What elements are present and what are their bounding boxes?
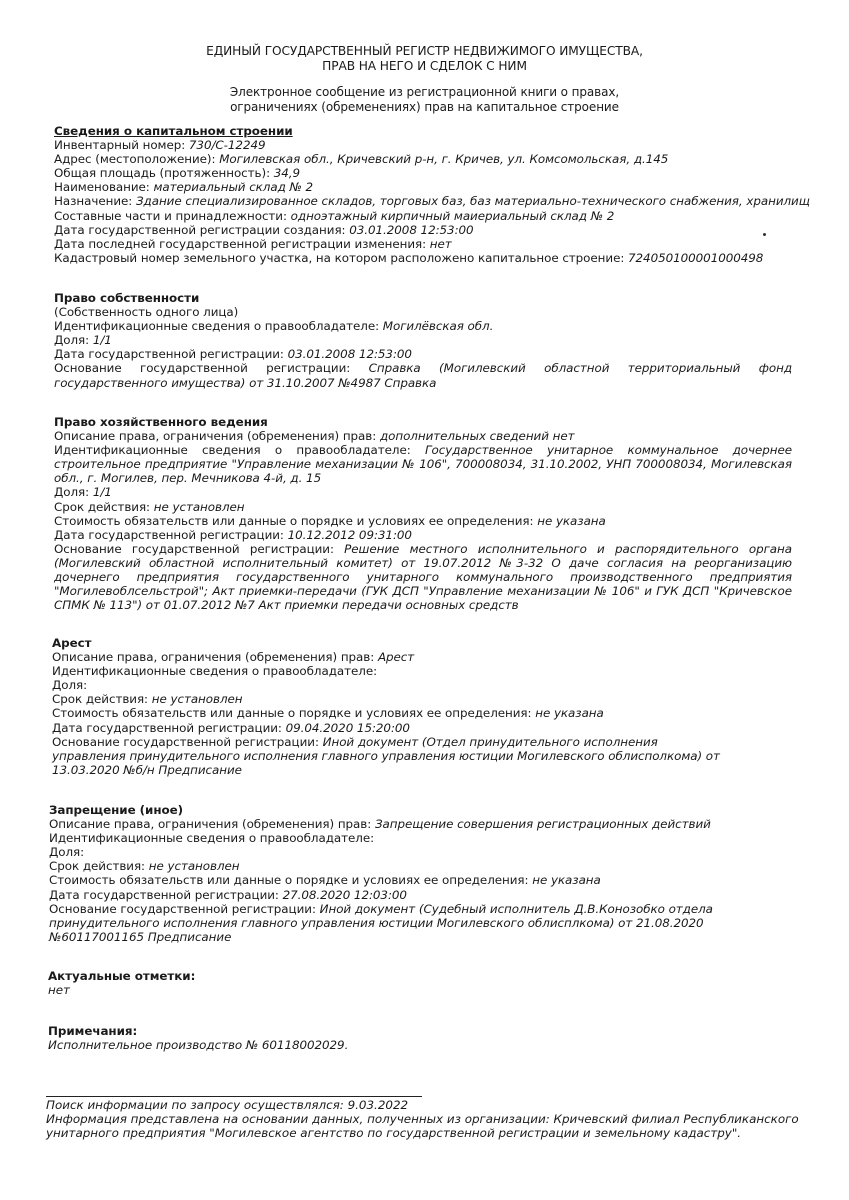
field-label: Дата последней государственной регистрации изменения: [54, 236, 430, 251]
field-label: Общая площадь (протяженность): [54, 166, 274, 181]
building-section [54, 124, 810, 265]
arrest-term [52, 692, 802, 706]
building-field-inventory [54, 138, 804, 152]
notes-value: Исполнительное производство № 60118002029. [48, 1038, 349, 1053]
field-value: Могилевская обл., Кричевский р-н, г. Кричев, ул. Комсомольская, д.145 [219, 152, 669, 167]
arrest-description [52, 650, 802, 664]
field-label: Составные части и принадлежности: [54, 208, 291, 223]
field-value: 724050100001000498 [628, 250, 764, 265]
ownership-holder [54, 319, 804, 333]
footer-source-line1: Информация представлена на основании данных, полученных из организации: Кричевский филиал Республиканского [46, 1112, 799, 1126]
field-value: не указана [535, 706, 604, 721]
building-field-area [54, 166, 804, 180]
economic-right-share [54, 485, 804, 499]
field-label: Основание государственной регистрации: [54, 361, 369, 376]
notes-section [48, 1024, 798, 1052]
current-marks-title: Актуальные отметки: [48, 969, 196, 983]
field-label: Назначение: [54, 194, 136, 209]
field-value: Арест [377, 650, 415, 665]
field-value: 34,9 [273, 166, 301, 181]
scan-speck [763, 233, 766, 236]
header-title-line2: ПРАВ НА НЕГО И СДЕЛОК С НИМ [322, 59, 527, 73]
prohibition-title: Запрещение (иное) [49, 803, 184, 817]
field-label: Срок действия: [54, 499, 154, 514]
building-field-last-change [54, 237, 804, 251]
prohibition-date [49, 888, 799, 902]
building-field-components [54, 209, 804, 223]
field-value: Справка (Могилевский областной территориальный фонд государственного имущества) от 31.10.2007 №4987 Справка [54, 361, 792, 390]
field-label: Основание государственной регистрации: [52, 734, 323, 749]
field-value: Иной документ (Отдел принудительного исполнения управления принудительного исполнения главного управления юстиции Могилевского облисполкома) от 13.03.2020 №б/н Предписание [52, 734, 720, 777]
field-value: Могилёвская обл. [382, 319, 494, 334]
field-value: не установлен [148, 859, 240, 874]
field-label: Наименование: [54, 180, 154, 195]
header-title-line1: ЕДИНЫЙ ГОСУДАРСТВЕННЫЙ РЕГИСТР НЕДВИЖИМОГО ИМУЩЕСТВА, [206, 44, 643, 58]
subtitle-line1: Электронное сообщение из регистрационной книги о правах, [229, 85, 620, 99]
field-label: Описание права, ограничения (обременения) прав: [54, 429, 380, 444]
prohibition-section [49, 803, 799, 944]
prohibition-cost [49, 873, 799, 887]
field-value: 27.08.2020 12:03:00 [282, 887, 407, 902]
building-field-name [54, 180, 804, 194]
field-label: Кадастровый номер земельного участка, на котором расположено капитальное строение: [54, 250, 629, 265]
notes-title: Примечания: [48, 1024, 138, 1038]
field-label: Дата государственной регистрации создания: [54, 222, 350, 237]
prohibition-term [49, 859, 799, 873]
document-header [0, 44, 849, 74]
field-label: Срок действия: [49, 859, 149, 874]
building-section-title: Сведения о капитальном строении [54, 124, 293, 138]
arrest-section [52, 636, 802, 777]
arrest-basis [52, 735, 732, 777]
building-field-cadastral [54, 251, 804, 265]
field-value: не указана [532, 873, 601, 888]
field-label: Стоимость обязательств или данные о порядке и условиях ее определения: [54, 513, 538, 528]
document-footer [46, 1098, 806, 1140]
field-value: Здание специализированное складов, торговых баз, баз материально-технического снабжения, хранилищ [135, 194, 810, 209]
field-label: Описание права, ограничения (обременения) прав: [52, 650, 378, 665]
field-value: 1/1 [92, 485, 112, 500]
field-label: Дата государственной регистрации: [49, 887, 283, 902]
economic-right-description [54, 429, 804, 443]
field-label: Стоимость обязательств или данные о порядке и условиях ее определения: [52, 706, 536, 721]
building-field-address [54, 152, 804, 166]
footer-divider [46, 1096, 422, 1097]
field-value: Государственное унитарное коммунальное дочернее строительное предприятие "Управление механизации № 106", 700008034, 31.10.2002, УНП 700008034, Могилевская обл., г. Могилев, пер. Мечникова 4-й, д. 15 [54, 443, 792, 486]
field-label: Срок действия: [52, 692, 152, 707]
field-label: Инвентарный номер: [54, 138, 189, 153]
field-value: нет [429, 236, 452, 251]
field-label: Адрес (местоположение): [54, 152, 220, 167]
field-label: Дата государственной регистрации: [54, 347, 288, 362]
economic-right-term [54, 500, 804, 514]
economic-right-section [54, 415, 804, 612]
document-subtitle [0, 85, 849, 115]
prohibition-holder: Идентификационные сведения о правообладателе: [49, 831, 375, 846]
ownership-basis [54, 361, 792, 389]
economic-right-date [54, 528, 804, 542]
arrest-share: Доля: [52, 678, 88, 693]
economic-right-holder [54, 443, 792, 485]
field-value: 09.04.2020 15:20:00 [285, 720, 410, 735]
arrest-title: Арест [52, 636, 92, 650]
field-label: Основание государственной регистрации: [49, 901, 320, 916]
economic-right-basis [54, 542, 792, 612]
ownership-share [54, 333, 804, 347]
building-field-creation-date [54, 223, 804, 237]
economic-right-title: Право хозяйственного ведения [54, 415, 268, 429]
ownership-date [54, 347, 804, 361]
field-value: 03.01.2008 12:53:00 [287, 347, 412, 362]
field-value: Иной документ (Судебный исполнитель Д.В.Конозобко отдела принудительного исполнения главного управления юстиции Могилевского облисплкома) от 21.08.2020 №60117001165 Предписание [49, 901, 713, 944]
field-label: Дата государственной регистрации: [52, 720, 286, 735]
field-value: дополнительных сведений нет [379, 429, 575, 444]
arrest-holder: Идентификационные сведения о правообладателе: [52, 664, 378, 679]
field-value: не установлен [153, 499, 245, 514]
prohibition-description [49, 817, 799, 831]
footer-source-line2: унитарного предприятия "Могилевское агентство по государственной регистрации и земельному кадастру". [46, 1126, 742, 1140]
field-value: Решение местного исполнительного и распорядительного органа (Могилевский областной исполнительный комитет) от 19.07.2012 №3-32 О даче согласия на реорганизацию дочернего предприятия государственного унитарного коммунального производственного предприятия "Могилевоблсельстрой"; Акт приемки-передачи (ГУК ДСП "Управление механизации № 106" и ГУК ДСП "Кричевское СПМК № 113") от 01.07.2012 №7 Акт приемки передачи основных средств [54, 541, 792, 613]
field-label: Описание права, ограничения (обременения) прав: [49, 817, 375, 832]
economic-right-cost [54, 514, 804, 528]
arrest-cost [52, 706, 802, 720]
subtitle-line2: ограничениях (обременениях) прав на капитальное строение [230, 100, 619, 114]
field-label: Дата государственной регистрации: [54, 527, 288, 542]
field-value: материальный склад № 2 [153, 180, 314, 195]
field-value: Запрещение совершения регистрационных действий [374, 817, 711, 832]
field-label: Идентификационные сведения о правообладателе: [54, 319, 383, 334]
field-label: Стоимость обязательств или данные о порядке и условиях ее определения: [49, 873, 533, 888]
current-marks-value: нет [48, 983, 70, 998]
field-value: 1/1 [92, 333, 112, 348]
field-label: Основание государственной регистрации: [54, 541, 345, 556]
field-value: не указана [537, 513, 606, 528]
current-marks-section [48, 969, 798, 997]
building-field-purpose [54, 194, 810, 209]
field-value: одноэтажный кирпичный маиериальный склад № 2 [290, 208, 615, 223]
field-value: 730/С-12249 [188, 138, 266, 153]
prohibition-share: Доля: [49, 845, 85, 860]
arrest-date [52, 721, 802, 735]
ownership-section [54, 291, 804, 390]
ownership-title: Право собственности [54, 291, 200, 305]
field-label: Доля: [54, 485, 93, 500]
field-value: 03.01.2008 12:53:00 [349, 222, 474, 237]
field-value: не установлен [151, 692, 243, 707]
prohibition-basis [49, 902, 794, 944]
field-value: 10.12.2012 09:31:00 [287, 527, 412, 542]
footer-search-info: Поиск информации по запросу осуществлялся: 9.03.2022 [46, 1098, 409, 1112]
ownership-subtitle: (Собственность одного лица) [54, 305, 239, 320]
field-label: Доля: [54, 333, 93, 348]
field-label: Идентификационные сведения о правообладателе: [54, 443, 425, 458]
